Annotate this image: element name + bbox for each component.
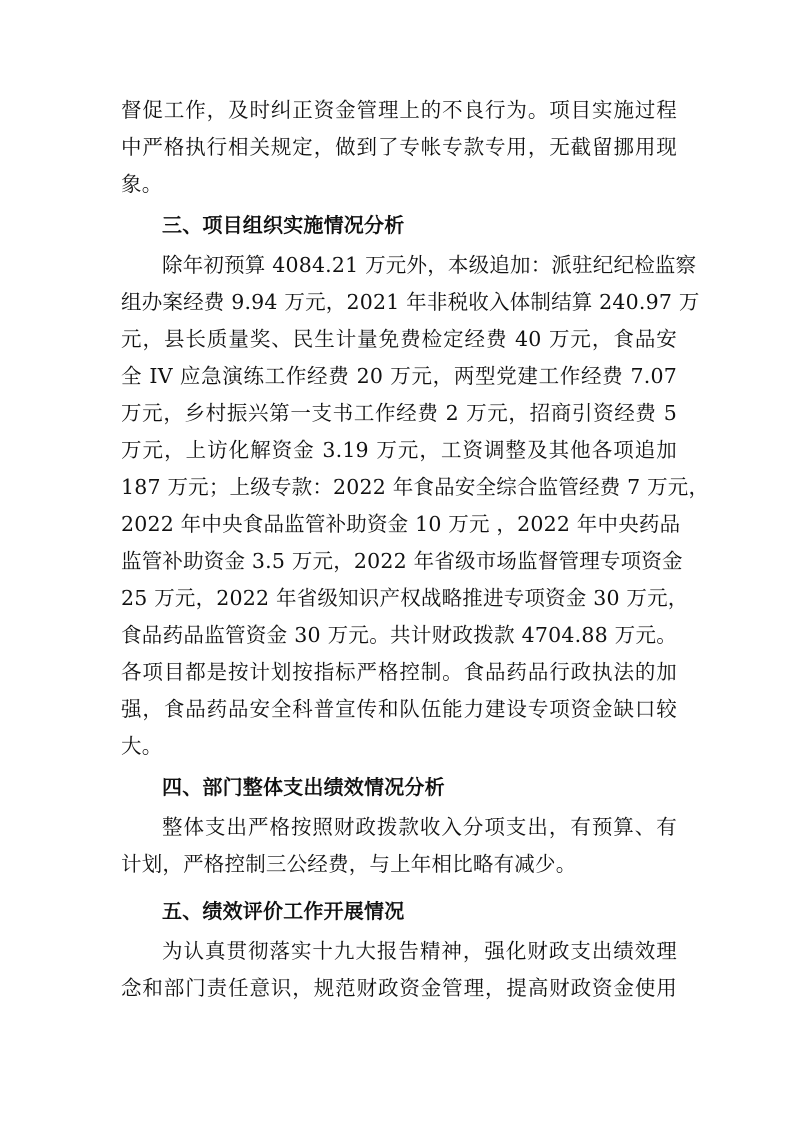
paragraph-line: 除年初预算 4084.21 万元外，本级追加：派驻纪纪检监察 [162,253,697,277]
paragraph-line: 25 万元，2022 年省级知识产权战略推进专项资金 30 万元， [121,586,689,610]
section-heading-4: 四、部门整体支出绩效情况分析 [162,775,445,799]
paragraph-line: 强，食品药品安全科普宣传和队伍能力建设专项资金缺口较 [121,697,677,721]
paragraph-line: 为认真贯彻落实十九大报告精神，强化财政支出绩效理 [162,939,677,963]
paragraph-line: 监管补助资金 3.5 万元，2022 年省级市场监督管理专项资金 [121,549,683,573]
paragraph-line: 2022 年中央食品监管补助资金 10 万元 ，2022 年中央药品 [121,512,681,536]
paragraph-line: 187 万元；上级专款：2022 年食品安全综合监管经费 7 万元， [121,475,710,499]
paragraph-line: 大。 [121,734,163,758]
paragraph-line: 计划，严格控制三公经费，与上年相比略有减少。 [121,852,577,876]
paragraph-line: 督促工作，及时纠正资金管理上的不良行为。项目实施过程 [121,98,677,122]
paragraph-line: 元，县长质量奖、民生计量免费检定经费 40 万元，食品安 [121,327,677,351]
paragraph-line: 组办案经费 9.94 万元，2021 年非税收入体制结算 240.97 万 [121,290,700,314]
section-heading-3: 三、项目组织实施情况分析 [162,213,405,237]
paragraph-line: 食品药品监管资金 30 万元。共计财政拨款 4704.88 万元。 [121,623,677,647]
paragraph-line: 整体支出严格按照财政拨款收入分项支出，有预算、有 [162,815,677,839]
paragraph-line: 各项目都是按计划按指标严格控制。食品药品行政执法的加 [121,660,677,684]
paragraph-line: 念和部门责任意识，规范财政资金管理，提高财政资金使用 [121,976,677,1000]
document-body [121,92,710,1007]
section-heading-5: 五、绩效评价工作开展情况 [162,899,405,923]
paragraph-line: 象。 [121,172,163,196]
paragraph-line: 万元，乡村振兴第一支书工作经费 2 万元，招商引资经费 5 [121,401,677,425]
paragraph-line: 全 IV 应急演练工作经费 20 万元，两型党建工作经费 7.07 [121,364,677,388]
paragraph-line: 万元，上访化解资金 3.19 万元，工资调整及其他各项追加 [121,438,677,462]
paragraph-line: 中严格执行相关规定，做到了专帐专款专用，无截留挪用现 [121,135,677,159]
